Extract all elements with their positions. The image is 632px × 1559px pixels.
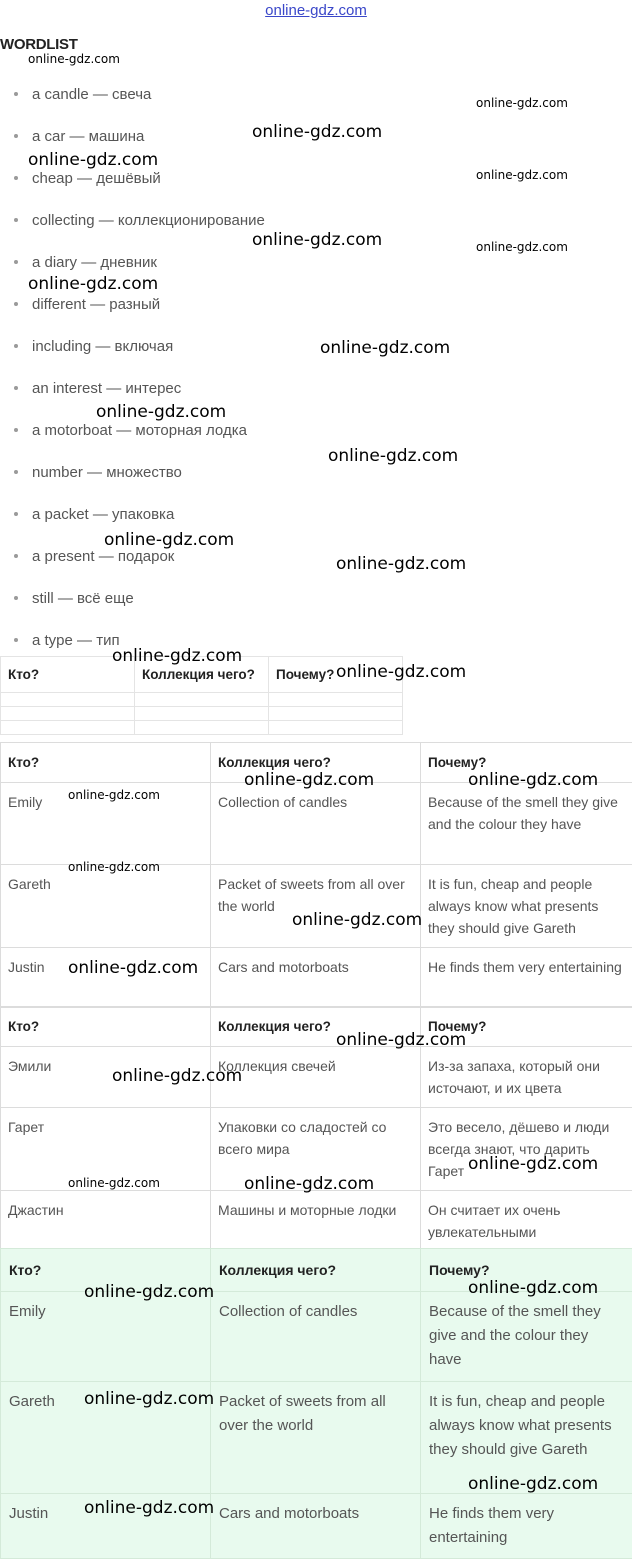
table-row xyxy=(1,865,632,948)
bullet-icon xyxy=(14,596,18,600)
empty-cell[interactable] xyxy=(1,707,135,721)
cell-why: Because of the smell they give and the colour they have xyxy=(421,1292,632,1382)
watermark: online-gdz.com xyxy=(68,788,160,802)
table-row xyxy=(1,693,403,707)
header-who: Кто? xyxy=(1,743,211,783)
cell-why: Из-за запаха, который они источают, и их цвета xyxy=(421,1047,632,1108)
watermark: online-gdz.com xyxy=(292,910,422,930)
bullet-icon xyxy=(14,554,18,558)
watermark: online-gdz.com xyxy=(112,1066,242,1086)
empty-cell[interactable] xyxy=(135,693,269,707)
cell-collection: Collection of candles xyxy=(211,783,421,865)
wordlist-item: still — всё еще xyxy=(14,590,134,614)
wordlist-title: WORDLIST xyxy=(0,36,78,53)
watermark: online-gdz.com xyxy=(476,168,568,182)
cell-who: Justin xyxy=(1,1494,211,1559)
watermark: online-gdz.com xyxy=(244,770,374,790)
watermark: online-gdz.com xyxy=(84,1389,214,1409)
cell-collection: Cars and motorboats xyxy=(211,1494,421,1559)
empty-cell[interactable] xyxy=(135,721,269,735)
wordlist-item: an interest — интерес xyxy=(14,380,181,404)
cell-why: He finds them very entertaining xyxy=(421,1494,632,1559)
wordlist-item: a diary — дневник xyxy=(14,254,157,278)
wordlist-item: collecting — коллекционирование xyxy=(14,212,265,236)
watermark: online-gdz.com xyxy=(336,662,466,682)
bullet-icon xyxy=(14,470,18,474)
watermark: online-gdz.com xyxy=(28,274,158,294)
cell-collection: Cars and motorboats xyxy=(211,948,421,1008)
table-row xyxy=(1,721,403,735)
wordlist-item: number — множество xyxy=(14,464,182,488)
cell-who: Emily xyxy=(1,783,211,865)
bullet-icon xyxy=(14,134,18,138)
watermark: online-gdz.com xyxy=(68,860,160,874)
bullet-icon xyxy=(14,260,18,264)
header-why: Почему? xyxy=(269,657,403,693)
watermark: online-gdz.com xyxy=(336,1030,466,1050)
bullet-icon xyxy=(14,386,18,390)
cell-who: Джастин xyxy=(1,1191,211,1253)
cell-who: Justin xyxy=(1,948,211,1008)
header-collection: Коллекция чего? xyxy=(135,657,269,693)
watermark: online-gdz.com xyxy=(68,1176,160,1190)
bullet-icon xyxy=(14,218,18,222)
cell-why: Это весело, дёшево и люди всегда знают, что дарить Гарет xyxy=(421,1108,632,1191)
table-row xyxy=(1,707,403,721)
header-collection: Коллекция чего? xyxy=(211,743,421,783)
empty-cell[interactable] xyxy=(269,721,403,735)
wordlist-item: a motorboat — моторная лодка xyxy=(14,422,247,446)
cell-collection: Машины и моторные лодки xyxy=(211,1191,421,1253)
watermark: online-gdz.com xyxy=(320,338,450,358)
wordlist-item: a candle — свеча xyxy=(14,86,151,110)
cell-collection: Packet of sweets from all over the world xyxy=(211,865,421,948)
watermark: online-gdz.com xyxy=(84,1498,214,1518)
watermark: online-gdz.com xyxy=(476,96,568,110)
cell-who: Emily xyxy=(1,1292,211,1382)
cell-collection: Collection of candles xyxy=(211,1292,421,1382)
watermark: online-gdz.com xyxy=(96,402,226,422)
bullet-icon xyxy=(14,302,18,306)
empty-cell[interactable] xyxy=(1,693,135,707)
cell-who: Гарет xyxy=(1,1108,211,1191)
header-collection: Коллекция чего? xyxy=(211,1249,421,1292)
watermark: online-gdz.com xyxy=(468,1278,598,1298)
cell-why: It is fun, cheap and people always know what presents they should give Gareth xyxy=(421,865,632,948)
watermark: online-gdz.com xyxy=(468,1154,598,1174)
wordlist-item: a car — машина xyxy=(14,128,144,152)
cell-why: Он считает их очень увлекательными xyxy=(421,1191,632,1253)
wordlist-item: cheap — дешёвый xyxy=(14,170,161,194)
empty-cell[interactable] xyxy=(269,707,403,721)
header-who: Кто? xyxy=(1,657,135,693)
bullet-icon xyxy=(14,176,18,180)
wordlist-item: a present — подарок xyxy=(14,548,174,572)
wordlist-item: a type — тип xyxy=(14,632,120,656)
empty-cell[interactable] xyxy=(1,721,135,735)
wordlist-item: including — включая xyxy=(14,338,173,362)
header-why: Почему? xyxy=(421,743,632,783)
wordlist-item: different — разный xyxy=(14,296,160,320)
watermark: online-gdz.com xyxy=(28,150,158,170)
table-row xyxy=(1,1292,632,1382)
bullet-icon xyxy=(14,638,18,642)
watermark: online-gdz.com xyxy=(336,554,466,574)
table-row xyxy=(1,1047,632,1108)
header-why: Почему? xyxy=(421,1007,632,1047)
watermark: online-gdz.com xyxy=(244,1174,374,1194)
header-who: Кто? xyxy=(1,1249,211,1292)
empty-cell[interactable] xyxy=(135,707,269,721)
watermark: online-gdz.com xyxy=(28,52,120,66)
cell-who: Gareth xyxy=(1,865,211,948)
bullet-icon xyxy=(14,92,18,96)
table-row xyxy=(1,1191,632,1253)
watermark: online-gdz.com xyxy=(104,530,234,550)
cell-who: Gareth xyxy=(1,1382,211,1494)
header-who: Кто? xyxy=(1,1007,211,1047)
cell-why: It is fun, cheap and people always know what presents they should give Gareth xyxy=(421,1382,632,1494)
cell-collection: Коллекция свечей xyxy=(211,1047,421,1108)
bullet-icon xyxy=(14,512,18,516)
cell-who: Эмили xyxy=(1,1047,211,1108)
wordlist-item: a packet — упаковка xyxy=(14,506,174,530)
empty-cell[interactable] xyxy=(269,693,403,707)
cell-why: He finds them very entertaining xyxy=(421,948,632,1008)
bullet-icon xyxy=(14,344,18,348)
watermark: online-gdz.com xyxy=(476,240,568,254)
bullet-icon xyxy=(14,428,18,432)
watermark: online-gdz.com xyxy=(252,122,382,142)
watermark: online-gdz.com xyxy=(468,1474,598,1494)
header-collection: Коллекция чего? xyxy=(211,1007,421,1047)
watermark: online-gdz.com xyxy=(468,770,598,790)
watermark: online-gdz.com xyxy=(252,230,382,250)
watermark: online-gdz.com xyxy=(112,646,242,666)
header-why: Почему? xyxy=(421,1249,632,1292)
watermark: online-gdz.com xyxy=(328,446,458,466)
table-header-row xyxy=(1,1007,632,1047)
cell-collection: Packet of sweets from all over the world xyxy=(211,1382,421,1494)
watermark: online-gdz.com xyxy=(84,1282,214,1302)
watermark: online-gdz.com xyxy=(68,958,198,978)
site-link[interactable]: online-gdz.com xyxy=(0,2,632,19)
cell-why: Because of the smell they give and the colour they have xyxy=(421,783,632,865)
cell-collection: Упаковки со сладостей со всего мира xyxy=(211,1108,421,1191)
answers-table-russian xyxy=(0,1006,632,1253)
